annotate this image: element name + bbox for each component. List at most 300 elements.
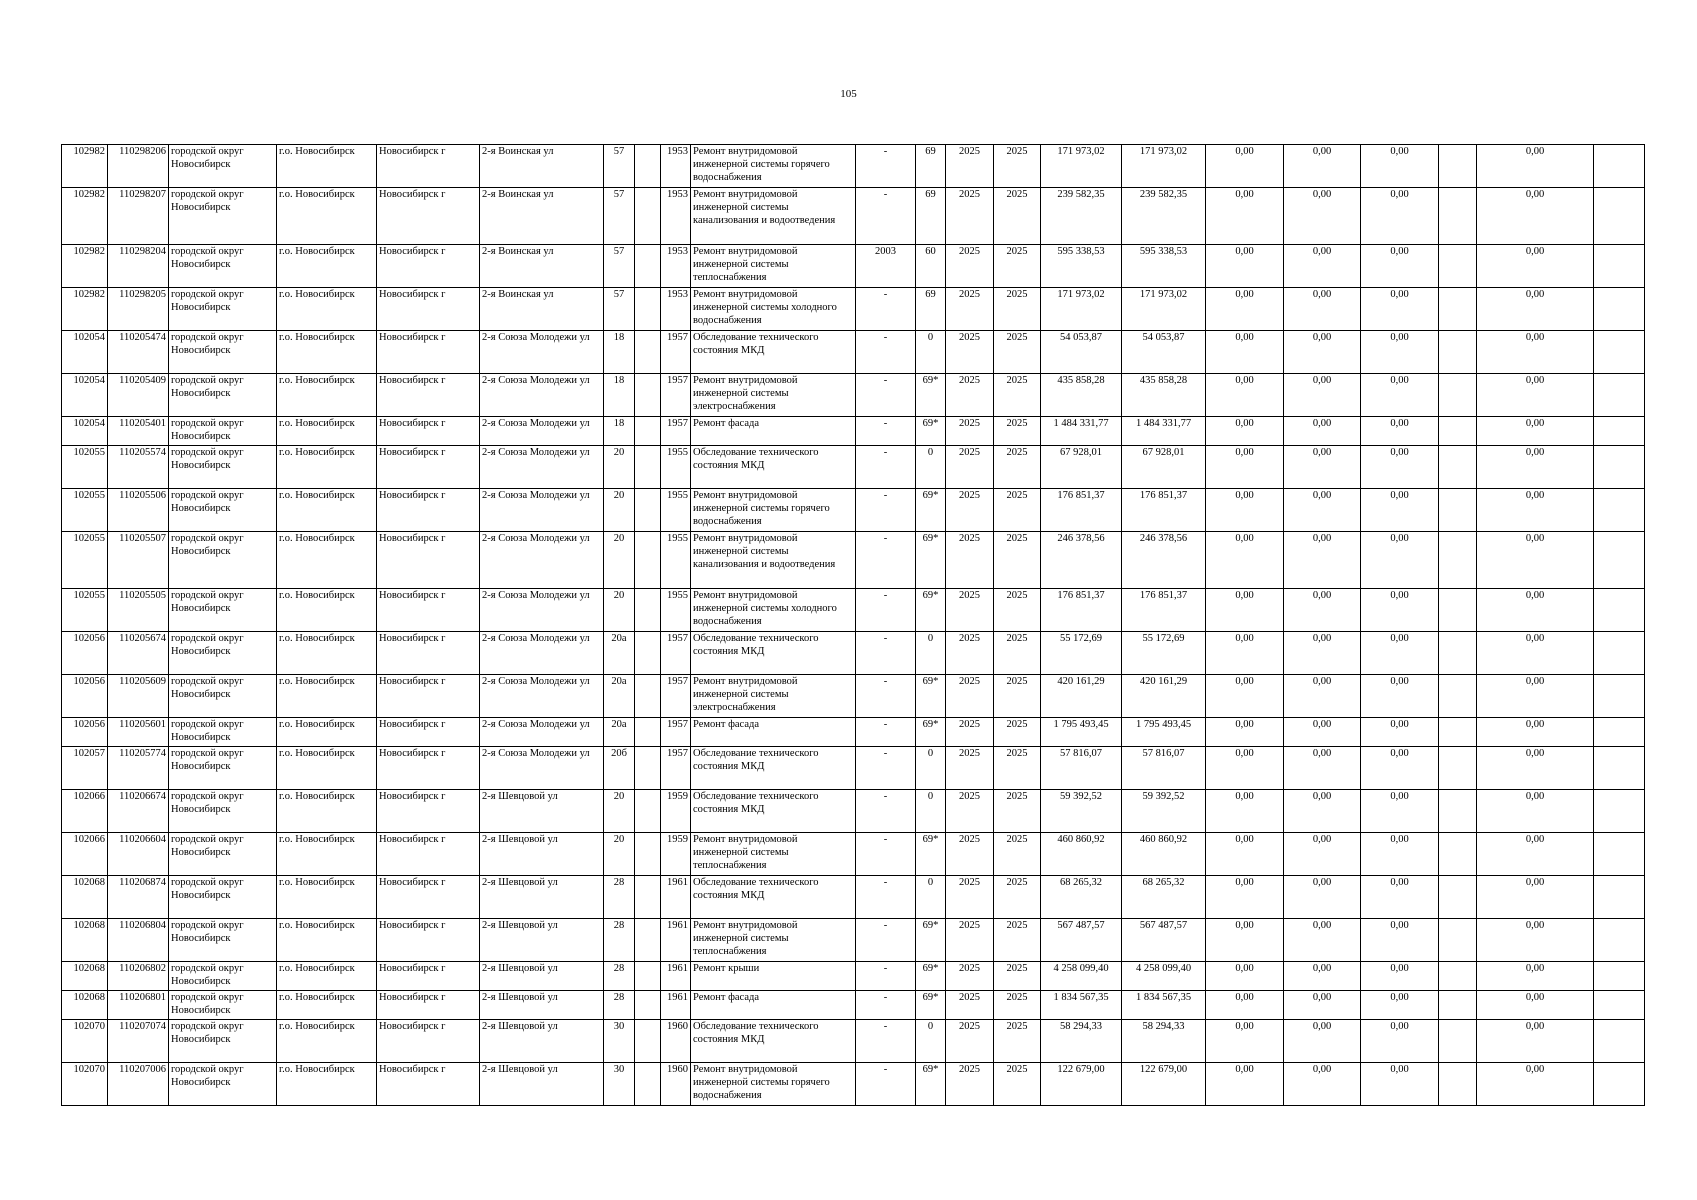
cell-work-type: Ремонт внутридомовой инженерной системы холодного водоснабжения [691,589,856,632]
cell-municipality: городской округ Новосибирск [169,331,277,374]
cell-total: 58 294,33 [1122,1020,1206,1063]
cell-code: 110205574 [108,446,169,489]
cell-fund-2: 0,00 [1284,747,1361,790]
cell-fund-3: 0,00 [1361,331,1439,374]
cell-plan-year-start: 2025 [946,188,994,245]
cell-house-id: 102982 [62,188,108,245]
cell-fund-1: 0,00 [1206,1020,1284,1063]
cell-fund-2: 0,00 [1284,374,1361,417]
cell-build-year: 1957 [661,747,691,790]
cell-street: 2-я Шевцовой ул [480,991,604,1020]
cell-cost: 595 338,53 [1041,245,1122,288]
cell-plan-year-start: 2025 [946,489,994,532]
cell-plan-year-start: 2025 [946,1063,994,1106]
cell-fund-3: 0,00 [1361,245,1439,288]
cell-empty [635,1063,661,1106]
cell-build-year: 1961 [661,919,691,962]
cell-wear: 0 [916,331,946,374]
cell-plan-year-end: 2025 [994,991,1041,1020]
cell-fund-4: 0,00 [1477,532,1594,589]
table-row [62,1063,1645,1106]
cell-municipality: городской округ Новосибирск [169,991,277,1020]
cell-house-id: 102982 [62,288,108,331]
cell-empty [1439,532,1477,589]
cell-last-repair-year: - [856,1063,916,1106]
cell-district: г.о. Новосибирск [277,833,377,876]
cell-house-number: 28 [604,962,635,991]
cell-fund-3: 0,00 [1361,991,1439,1020]
cell-house-id: 102982 [62,245,108,288]
table-row [62,188,1645,245]
cell-work-type: Обследование технического состояния МКД [691,446,856,489]
cell-plan-year-start: 2025 [946,675,994,718]
cell-code: 110205609 [108,675,169,718]
table-row [62,747,1645,790]
cell-fund-3: 0,00 [1361,417,1439,446]
cell-street: 2-я Союза Молодежи ул [480,374,604,417]
cell-district: г.о. Новосибирск [277,790,377,833]
cell-total: 567 487,57 [1122,919,1206,962]
cell-last-repair-year: - [856,489,916,532]
cell-house-number: 20 [604,833,635,876]
cell-work-type: Обследование технического состояния МКД [691,632,856,675]
cell-empty [1439,747,1477,790]
cell-empty [1594,188,1645,245]
cell-plan-year-start: 2025 [946,833,994,876]
cell-plan-year-start: 2025 [946,747,994,790]
cell-fund-1: 0,00 [1206,675,1284,718]
cell-empty [1439,876,1477,919]
cell-plan-year-start: 2025 [946,632,994,675]
cell-empty [1594,288,1645,331]
cell-plan-year-end: 2025 [994,532,1041,589]
cell-wear: 69* [916,589,946,632]
table-row [62,991,1645,1020]
cell-code: 110206801 [108,991,169,1020]
cell-code: 110205474 [108,331,169,374]
cell-last-repair-year: - [856,675,916,718]
cell-fund-3: 0,00 [1361,589,1439,632]
cell-cost: 1 795 493,45 [1041,718,1122,747]
cell-cost: 239 582,35 [1041,188,1122,245]
cell-build-year: 1960 [661,1063,691,1106]
cell-fund-4: 0,00 [1477,718,1594,747]
cell-empty [1594,245,1645,288]
cell-work-type: Ремонт фасада [691,417,856,446]
cell-build-year: 1953 [661,288,691,331]
cell-plan-year-end: 2025 [994,718,1041,747]
cell-city: Новосибирск г [377,876,480,919]
cell-cost: 171 973,02 [1041,145,1122,188]
cell-plan-year-end: 2025 [994,288,1041,331]
cell-plan-year-end: 2025 [994,589,1041,632]
cell-street: 2-я Шевцовой ул [480,1020,604,1063]
cell-plan-year-start: 2025 [946,1020,994,1063]
cell-cost: 67 928,01 [1041,446,1122,489]
cell-plan-year-start: 2025 [946,145,994,188]
cell-house-number: 20б [604,747,635,790]
cell-house-id: 102056 [62,718,108,747]
cell-cost: 122 679,00 [1041,1063,1122,1106]
cell-fund-2: 0,00 [1284,962,1361,991]
cell-empty [1594,489,1645,532]
cell-fund-4: 0,00 [1477,876,1594,919]
cell-house-id: 102068 [62,962,108,991]
cell-plan-year-end: 2025 [994,245,1041,288]
cell-cost: 460 860,92 [1041,833,1122,876]
cell-district: г.о. Новосибирск [277,245,377,288]
cell-code: 110207074 [108,1020,169,1063]
cell-house-number: 28 [604,919,635,962]
cell-wear: 69* [916,374,946,417]
cell-build-year: 1957 [661,417,691,446]
cell-fund-3: 0,00 [1361,374,1439,417]
cell-fund-2: 0,00 [1284,331,1361,374]
cell-last-repair-year: - [856,532,916,589]
cell-build-year: 1953 [661,145,691,188]
cell-wear: 69* [916,833,946,876]
cell-code: 110298204 [108,245,169,288]
cell-fund-4: 0,00 [1477,489,1594,532]
cell-fund-4: 0,00 [1477,374,1594,417]
cell-build-year: 1955 [661,446,691,489]
cell-build-year: 1961 [661,991,691,1020]
cell-municipality: городской округ Новосибирск [169,790,277,833]
cell-build-year: 1961 [661,876,691,919]
cell-work-type: Ремонт крыши [691,962,856,991]
cell-fund-1: 0,00 [1206,374,1284,417]
cell-wear: 69* [916,417,946,446]
cell-empty [635,876,661,919]
table-row [62,790,1645,833]
cell-fund-2: 0,00 [1284,245,1361,288]
cell-last-repair-year: - [856,876,916,919]
cell-fund-4: 0,00 [1477,790,1594,833]
cell-fund-2: 0,00 [1284,718,1361,747]
cell-plan-year-start: 2025 [946,718,994,747]
cell-district: г.о. Новосибирск [277,991,377,1020]
cell-empty [1439,446,1477,489]
cell-street: 2-я Шевцовой ул [480,1063,604,1106]
cell-last-repair-year: - [856,747,916,790]
cell-total: 1 484 331,77 [1122,417,1206,446]
cell-empty [635,245,661,288]
cell-empty [635,790,661,833]
cell-last-repair-year: - [856,962,916,991]
cell-fund-2: 0,00 [1284,790,1361,833]
cell-total: 171 973,02 [1122,288,1206,331]
cell-empty [1594,962,1645,991]
cell-plan-year-end: 2025 [994,790,1041,833]
cell-municipality: городской округ Новосибирск [169,446,277,489]
cell-total: 595 338,53 [1122,245,1206,288]
cell-district: г.о. Новосибирск [277,188,377,245]
cell-build-year: 1957 [661,718,691,747]
cell-empty [635,991,661,1020]
cell-empty [1594,532,1645,589]
cell-empty [1439,489,1477,532]
cell-code: 110205774 [108,747,169,790]
cell-city: Новосибирск г [377,962,480,991]
cell-wear: 69* [916,489,946,532]
page-number: 105 [840,88,857,100]
cell-fund-1: 0,00 [1206,245,1284,288]
cell-empty [635,532,661,589]
cell-street: 2-я Союза Молодежи ул [480,532,604,589]
cell-code: 110206804 [108,919,169,962]
cell-fund-4: 0,00 [1477,1020,1594,1063]
cell-empty [1594,1020,1645,1063]
cell-fund-3: 0,00 [1361,632,1439,675]
cell-fund-2: 0,00 [1284,288,1361,331]
cell-fund-2: 0,00 [1284,532,1361,589]
table-row [62,1020,1645,1063]
table-row [62,833,1645,876]
cell-house-id: 102056 [62,632,108,675]
cell-city: Новосибирск г [377,417,480,446]
cell-plan-year-end: 2025 [994,675,1041,718]
cell-municipality: городской округ Новосибирск [169,876,277,919]
cell-cost: 54 053,87 [1041,331,1122,374]
cell-empty [1594,747,1645,790]
cell-last-repair-year: - [856,188,916,245]
cell-house-id: 102066 [62,833,108,876]
cell-fund-3: 0,00 [1361,833,1439,876]
cell-empty [635,833,661,876]
cell-empty [1594,833,1645,876]
cell-house-id: 102068 [62,876,108,919]
cell-empty [1439,962,1477,991]
cell-fund-3: 0,00 [1361,747,1439,790]
cell-district: г.о. Новосибирск [277,747,377,790]
cell-district: г.о. Новосибирск [277,1063,377,1106]
cell-municipality: городской округ Новосибирск [169,675,277,718]
cell-house-number: 18 [604,374,635,417]
cell-build-year: 1955 [661,489,691,532]
cell-municipality: городской округ Новосибирск [169,288,277,331]
cell-municipality: городской округ Новосибирск [169,632,277,675]
cell-municipality: городской округ Новосибирск [169,1063,277,1106]
cell-code: 110205507 [108,532,169,589]
cell-fund-2: 0,00 [1284,589,1361,632]
cell-house-id: 102055 [62,589,108,632]
cell-wear: 0 [916,747,946,790]
cell-house-number: 57 [604,245,635,288]
cell-build-year: 1957 [661,374,691,417]
cell-municipality: городской округ Новосибирск [169,833,277,876]
cell-district: г.о. Новосибирск [277,589,377,632]
cell-total: 1 834 567,35 [1122,991,1206,1020]
cell-cost: 58 294,33 [1041,1020,1122,1063]
cell-empty [1439,675,1477,718]
cell-plan-year-end: 2025 [994,1063,1041,1106]
cell-empty [1439,1063,1477,1106]
cell-street: 2-я Воинская ул [480,188,604,245]
cell-plan-year-start: 2025 [946,962,994,991]
cell-district: г.о. Новосибирск [277,374,377,417]
cell-wear: 69* [916,718,946,747]
cell-empty [1594,919,1645,962]
cell-street: 2-я Союза Молодежи ул [480,489,604,532]
cell-fund-1: 0,00 [1206,446,1284,489]
cell-city: Новосибирск г [377,489,480,532]
table-row [62,489,1645,532]
cell-fund-1: 0,00 [1206,331,1284,374]
cell-cost: 176 851,37 [1041,489,1122,532]
cell-empty [1594,417,1645,446]
cell-plan-year-end: 2025 [994,374,1041,417]
cell-work-type: Обследование технического состояния МКД [691,790,856,833]
cell-work-type: Обследование технического состояния МКД [691,331,856,374]
cell-wear: 0 [916,876,946,919]
cell-work-type: Ремонт внутридомовой инженерной системы канализования и водоотведения [691,188,856,245]
cell-city: Новосибирск г [377,718,480,747]
cell-wear: 69* [916,991,946,1020]
cell-code: 110205409 [108,374,169,417]
cell-work-type: Ремонт внутридомовой инженерной системы холодного водоснабжения [691,288,856,331]
table-row [62,145,1645,188]
table-row [62,417,1645,446]
cell-city: Новосибирск г [377,1020,480,1063]
cell-total: 239 582,35 [1122,188,1206,245]
cell-wear: 69 [916,188,946,245]
cell-empty [1594,718,1645,747]
cell-fund-4: 0,00 [1477,962,1594,991]
cell-fund-3: 0,00 [1361,876,1439,919]
cell-house-number: 18 [604,331,635,374]
cell-total: 67 928,01 [1122,446,1206,489]
cell-municipality: городской округ Новосибирск [169,589,277,632]
cell-wear: 69 [916,145,946,188]
cell-plan-year-end: 2025 [994,632,1041,675]
cell-empty [1439,790,1477,833]
cell-fund-4: 0,00 [1477,589,1594,632]
cell-code: 110206604 [108,833,169,876]
cell-wear: 69* [916,532,946,589]
cell-house-id: 102054 [62,417,108,446]
cell-plan-year-start: 2025 [946,374,994,417]
cell-street: 2-я Союза Молодежи ул [480,417,604,446]
cell-fund-3: 0,00 [1361,1020,1439,1063]
table-row [62,532,1645,589]
cell-city: Новосибирск г [377,374,480,417]
cell-empty [635,962,661,991]
cell-empty [635,446,661,489]
cell-fund-1: 0,00 [1206,991,1284,1020]
cell-build-year: 1959 [661,833,691,876]
cell-work-type: Ремонт внутридомовой инженерной системы теплоснабжения [691,245,856,288]
cell-municipality: городской округ Новосибирск [169,1020,277,1063]
cell-empty [635,188,661,245]
cell-wear: 69* [916,919,946,962]
cell-fund-4: 0,00 [1477,675,1594,718]
cell-fund-1: 0,00 [1206,145,1284,188]
cell-code: 110298205 [108,288,169,331]
cell-fund-3: 0,00 [1361,675,1439,718]
cell-empty [635,1020,661,1063]
cell-street: 2-я Воинская ул [480,288,604,331]
cell-house-number: 57 [604,145,635,188]
cell-wear: 0 [916,632,946,675]
cell-work-type: Ремонт фасада [691,991,856,1020]
cell-empty [635,489,661,532]
cell-total: 54 053,87 [1122,331,1206,374]
cell-total: 460 860,92 [1122,833,1206,876]
cell-street: 2-я Союза Молодежи ул [480,589,604,632]
cell-municipality: городской округ Новосибирск [169,962,277,991]
cell-house-id: 102982 [62,145,108,188]
cell-empty [1439,632,1477,675]
cell-last-repair-year: - [856,331,916,374]
cell-build-year: 1955 [661,589,691,632]
cell-city: Новосибирск г [377,919,480,962]
cell-municipality: городской округ Новосибирск [169,417,277,446]
cell-fund-2: 0,00 [1284,188,1361,245]
cell-house-number: 30 [604,1020,635,1063]
cell-street: 2-я Союза Молодежи ул [480,675,604,718]
cell-city: Новосибирск г [377,833,480,876]
cell-plan-year-end: 2025 [994,833,1041,876]
cell-fund-1: 0,00 [1206,1063,1284,1106]
cell-street: 2-я Шевцовой ул [480,833,604,876]
table-row [62,876,1645,919]
cell-fund-1: 0,00 [1206,790,1284,833]
cell-total: 435 858,28 [1122,374,1206,417]
cell-empty [635,718,661,747]
cell-build-year: 1959 [661,790,691,833]
cell-wear: 69* [916,675,946,718]
cell-municipality: городской округ Новосибирск [169,188,277,245]
cell-city: Новосибирск г [377,331,480,374]
cell-empty [1594,331,1645,374]
cell-city: Новосибирск г [377,1063,480,1106]
cell-plan-year-start: 2025 [946,331,994,374]
cell-last-repair-year: - [856,417,916,446]
cell-empty [1594,1063,1645,1106]
cell-fund-1: 0,00 [1206,288,1284,331]
cell-empty [1439,331,1477,374]
cell-build-year: 1960 [661,1020,691,1063]
table-row [62,245,1645,288]
cell-code: 110206802 [108,962,169,991]
cell-cost: 57 816,07 [1041,747,1122,790]
cell-cost: 171 973,02 [1041,288,1122,331]
cell-work-type: Ремонт внутридомовой инженерной системы горячего водоснабжения [691,489,856,532]
cell-plan-year-end: 2025 [994,876,1041,919]
cell-city: Новосибирск г [377,747,480,790]
cell-total: 68 265,32 [1122,876,1206,919]
cell-house-id: 102070 [62,1063,108,1106]
cell-fund-4: 0,00 [1477,919,1594,962]
cell-empty [635,145,661,188]
cell-district: г.о. Новосибирск [277,145,377,188]
cell-empty [1439,374,1477,417]
cell-empty [1594,374,1645,417]
cell-fund-2: 0,00 [1284,919,1361,962]
cell-fund-3: 0,00 [1361,962,1439,991]
cell-house-number: 18 [604,417,635,446]
cell-street: 2-я Воинская ул [480,145,604,188]
cell-work-type: Ремонт внутридомовой инженерной системы теплоснабжения [691,833,856,876]
cell-empty [1594,589,1645,632]
cell-work-type: Ремонт внутридомовой инженерной системы электроснабжения [691,374,856,417]
cell-house-number: 28 [604,876,635,919]
cell-plan-year-start: 2025 [946,532,994,589]
cell-plan-year-start: 2025 [946,991,994,1020]
cell-municipality: городской округ Новосибирск [169,145,277,188]
cell-fund-4: 0,00 [1477,188,1594,245]
cell-house-number: 20а [604,632,635,675]
